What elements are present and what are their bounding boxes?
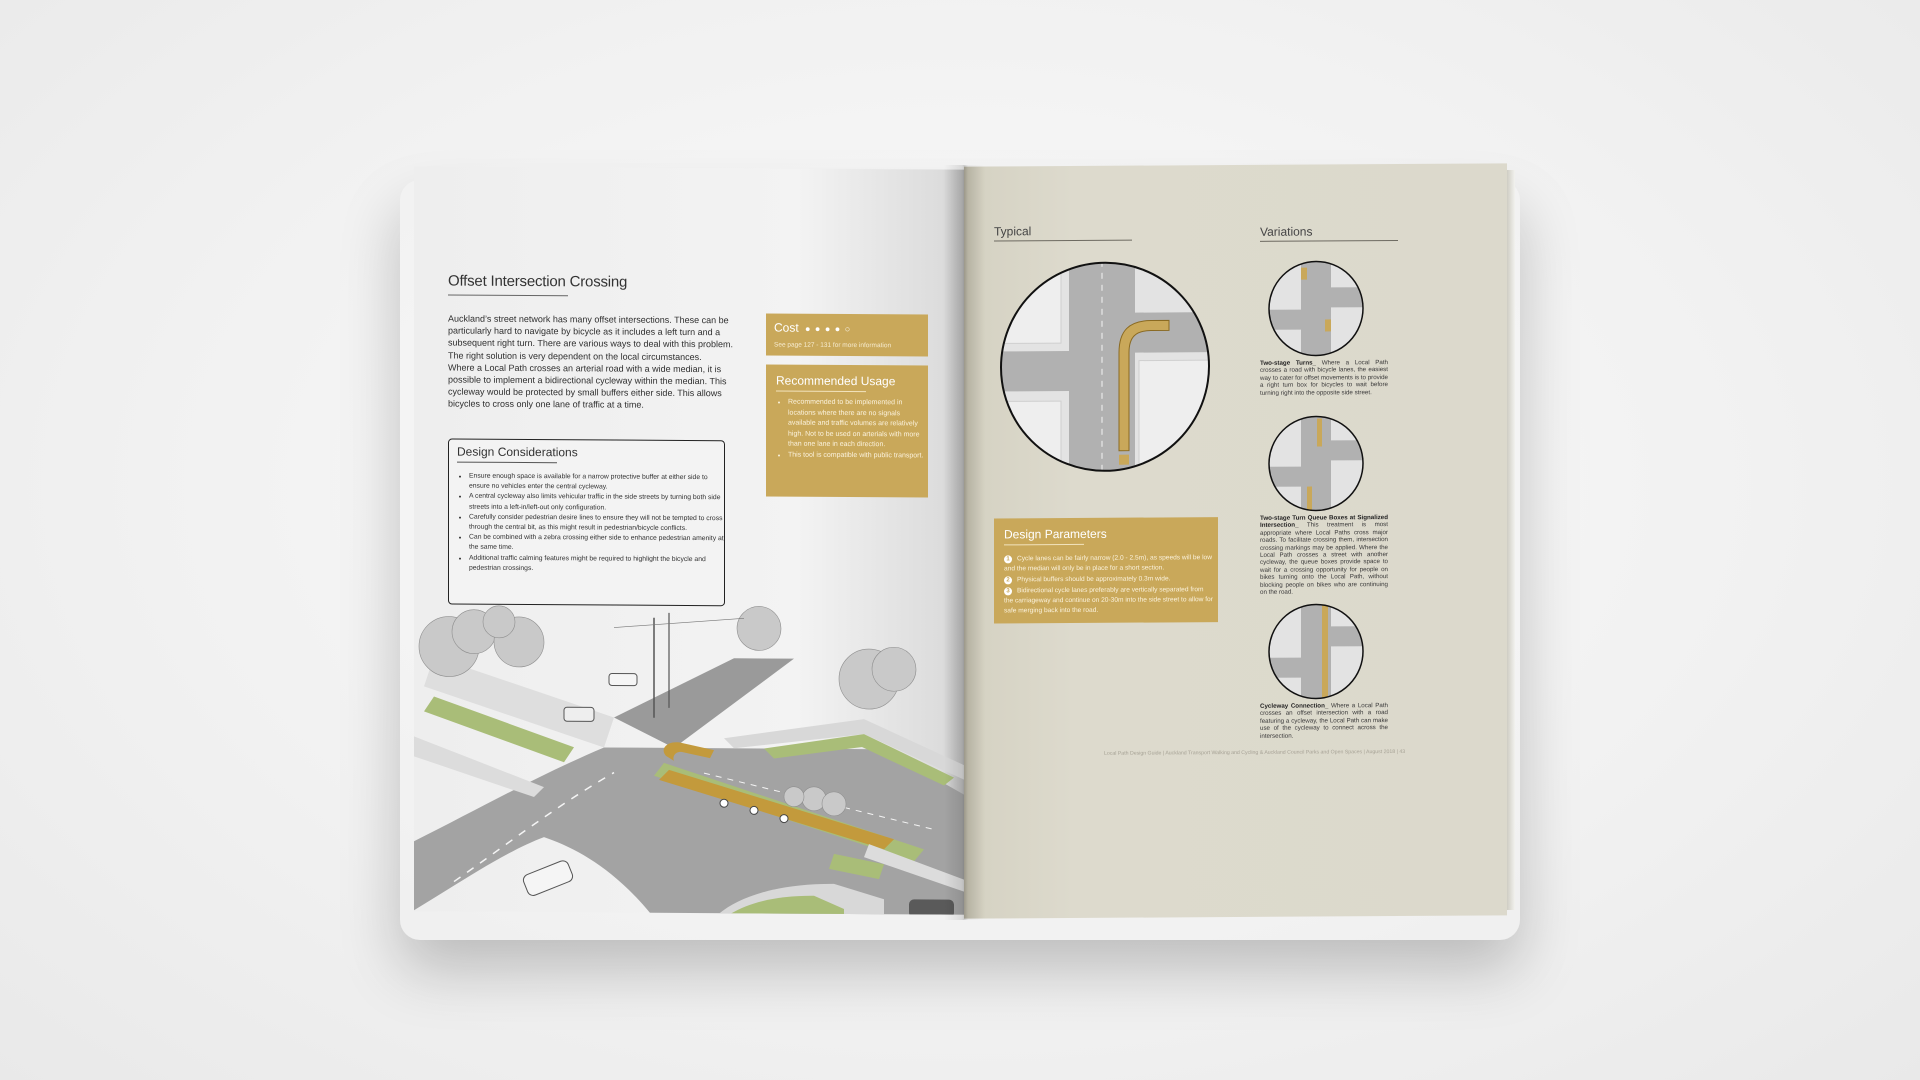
design-consideration-item: • Carefully consider pedestrian desire lines to ensure they will not be tempted to cross through the central bit, as this might result in pedestrian/bicycle conflicts. xyxy=(469,512,727,534)
variations-rule xyxy=(1260,240,1398,242)
design-parameter-item xyxy=(1004,553,1214,575)
variation-heading: Cycleway Connection_ xyxy=(1260,702,1329,710)
intro-paragraph-1: Auckland’s street network has many offset intersections. These can be particularly hard to navigate by bicycle as it includes a left turn and a subsequent right turn. There are various ways to deal with this problem. The right solution is very dependent on the local circumstances. xyxy=(448,313,733,362)
parameter-text: Physical buffers should be approximately 0.3m wide. xyxy=(1017,575,1171,584)
variation-text: This treatment is most appropriate where Local Paths cross major roads. To facilitate crossing them, intersection crossing markings may be applied. Where the Local Path crosses a street with another cycleway, the queue boxes provide space to wait for a crossing opportunity for people on bikes turning onto the Local Path, without blocking people on bikes who are continuing on the road. xyxy=(1260,521,1388,596)
design-consideration-item: • A central cycleway also limits vehicular traffic in the side streets by turning both side streets into a left-in/left-out only configuration. xyxy=(469,492,727,514)
parameter-number-badge: 3 xyxy=(1004,587,1012,595)
page-stack-edge xyxy=(1507,170,1515,910)
cost-note: See page 127 - 131 for more information xyxy=(774,341,892,350)
right-page xyxy=(964,163,1507,918)
recommended-usage-list xyxy=(776,398,928,462)
design-consideration-item: • Additional traffic calming features might be required to highlight the bicycle and pedestrian crossings. xyxy=(469,553,727,575)
recommended-usage-item: • Recommended to be implemented in locations where there are no signals available and traffic volumes are relatively high. Not to be used on arterials with more than one lane in each direction. xyxy=(788,398,928,451)
typical-intersection-diagram xyxy=(999,260,1211,473)
variation-two-stage-turns-diagram xyxy=(1267,259,1365,358)
variation-heading: Two-stage Turns_ xyxy=(1260,359,1317,367)
recommended-usage-item: • This tool is compatible with public transport. xyxy=(788,450,928,461)
typical-rule xyxy=(994,240,1132,242)
left-page xyxy=(414,166,964,914)
variation-caption xyxy=(1260,359,1388,397)
design-parameters-rule xyxy=(1004,544,1084,545)
cost-box xyxy=(766,313,928,356)
design-considerations-list xyxy=(457,472,727,576)
design-parameters-box xyxy=(994,517,1218,623)
cost-rating-dots: ● ● ● ● ○ xyxy=(805,323,852,334)
design-considerations-title: Design Considerations xyxy=(457,444,578,460)
variation-text: Where a Local Path crosses an offset intersection with a road featuring a cycleway, the Local Path can make use of the cycleway to connect across the intersection. xyxy=(1260,702,1388,740)
recommended-usage-box xyxy=(766,364,928,497)
recommended-usage-rule xyxy=(776,391,866,393)
parameter-text: Bidirectional cycle lanes preferably are vertically separated from the carriageway and continue on 20-30m into the side street to allow for safe merging back into the road. xyxy=(1004,586,1213,615)
parameter-number-badge: 1 xyxy=(1004,555,1012,563)
typical-label: Typical xyxy=(994,224,1032,239)
design-considerations-box xyxy=(448,439,725,607)
design-consideration-item: • Ensure enough space is available for a narrow protective buffer at either side to ensure no vehicles enter the central cycleway. xyxy=(469,472,727,494)
intersection-illustration xyxy=(414,596,964,914)
cost-label: Cost xyxy=(774,320,799,335)
variation-cycleway-connection-diagram xyxy=(1267,602,1365,701)
recommended-usage-title: Recommended Usage xyxy=(776,373,896,389)
intro-paragraph-2: Where a Local Path crosses an arterial road with a wide median, it is possible to implement a bidirectional cycleway within the median. This cycleway would be protected by small buffers either side. This allows bicycles to cross only one lane of traffic at a time. xyxy=(448,362,727,411)
variation-heading: Two-stage Turn Queue Boxes at Signalized Intersection_ xyxy=(1260,514,1388,530)
title-underline xyxy=(448,295,568,297)
design-consideration-item: • Can be combined with a zebra crossing either side to enhance pedestrian amenity at the same time. xyxy=(469,533,727,555)
parameter-text: Cycle lanes can be fairly narrow (2.0 - 2.5m), as speeds will be low and the median will only be in place for a short section. xyxy=(1004,554,1212,573)
page-footer: Local Path Design Guide | Auckland Transport Walking and Cycling & Auckland Council Parks and Open Spaces | August 2018 | 43 xyxy=(1104,748,1406,757)
design-parameter-item xyxy=(1004,574,1214,585)
variation-text: Where a Local Path crosses a road with bicycle lanes, the easiest way to cater for offset movements is to provide a right turn box for bicycles to wait before turning right into the opposite side street. xyxy=(1260,359,1388,397)
design-parameter-item xyxy=(1004,585,1214,617)
variation-queue-boxes-diagram xyxy=(1267,414,1365,513)
parameter-number-badge: 2 xyxy=(1004,576,1012,584)
design-considerations-rule xyxy=(457,462,557,464)
variation-caption xyxy=(1260,514,1388,596)
intro-text xyxy=(448,313,733,412)
design-parameters-title: Design Parameters xyxy=(1004,526,1107,542)
page-title: Offset Intersection Crossing xyxy=(448,272,628,291)
variation-caption xyxy=(1260,702,1388,740)
variations-label: Variations xyxy=(1260,224,1313,239)
